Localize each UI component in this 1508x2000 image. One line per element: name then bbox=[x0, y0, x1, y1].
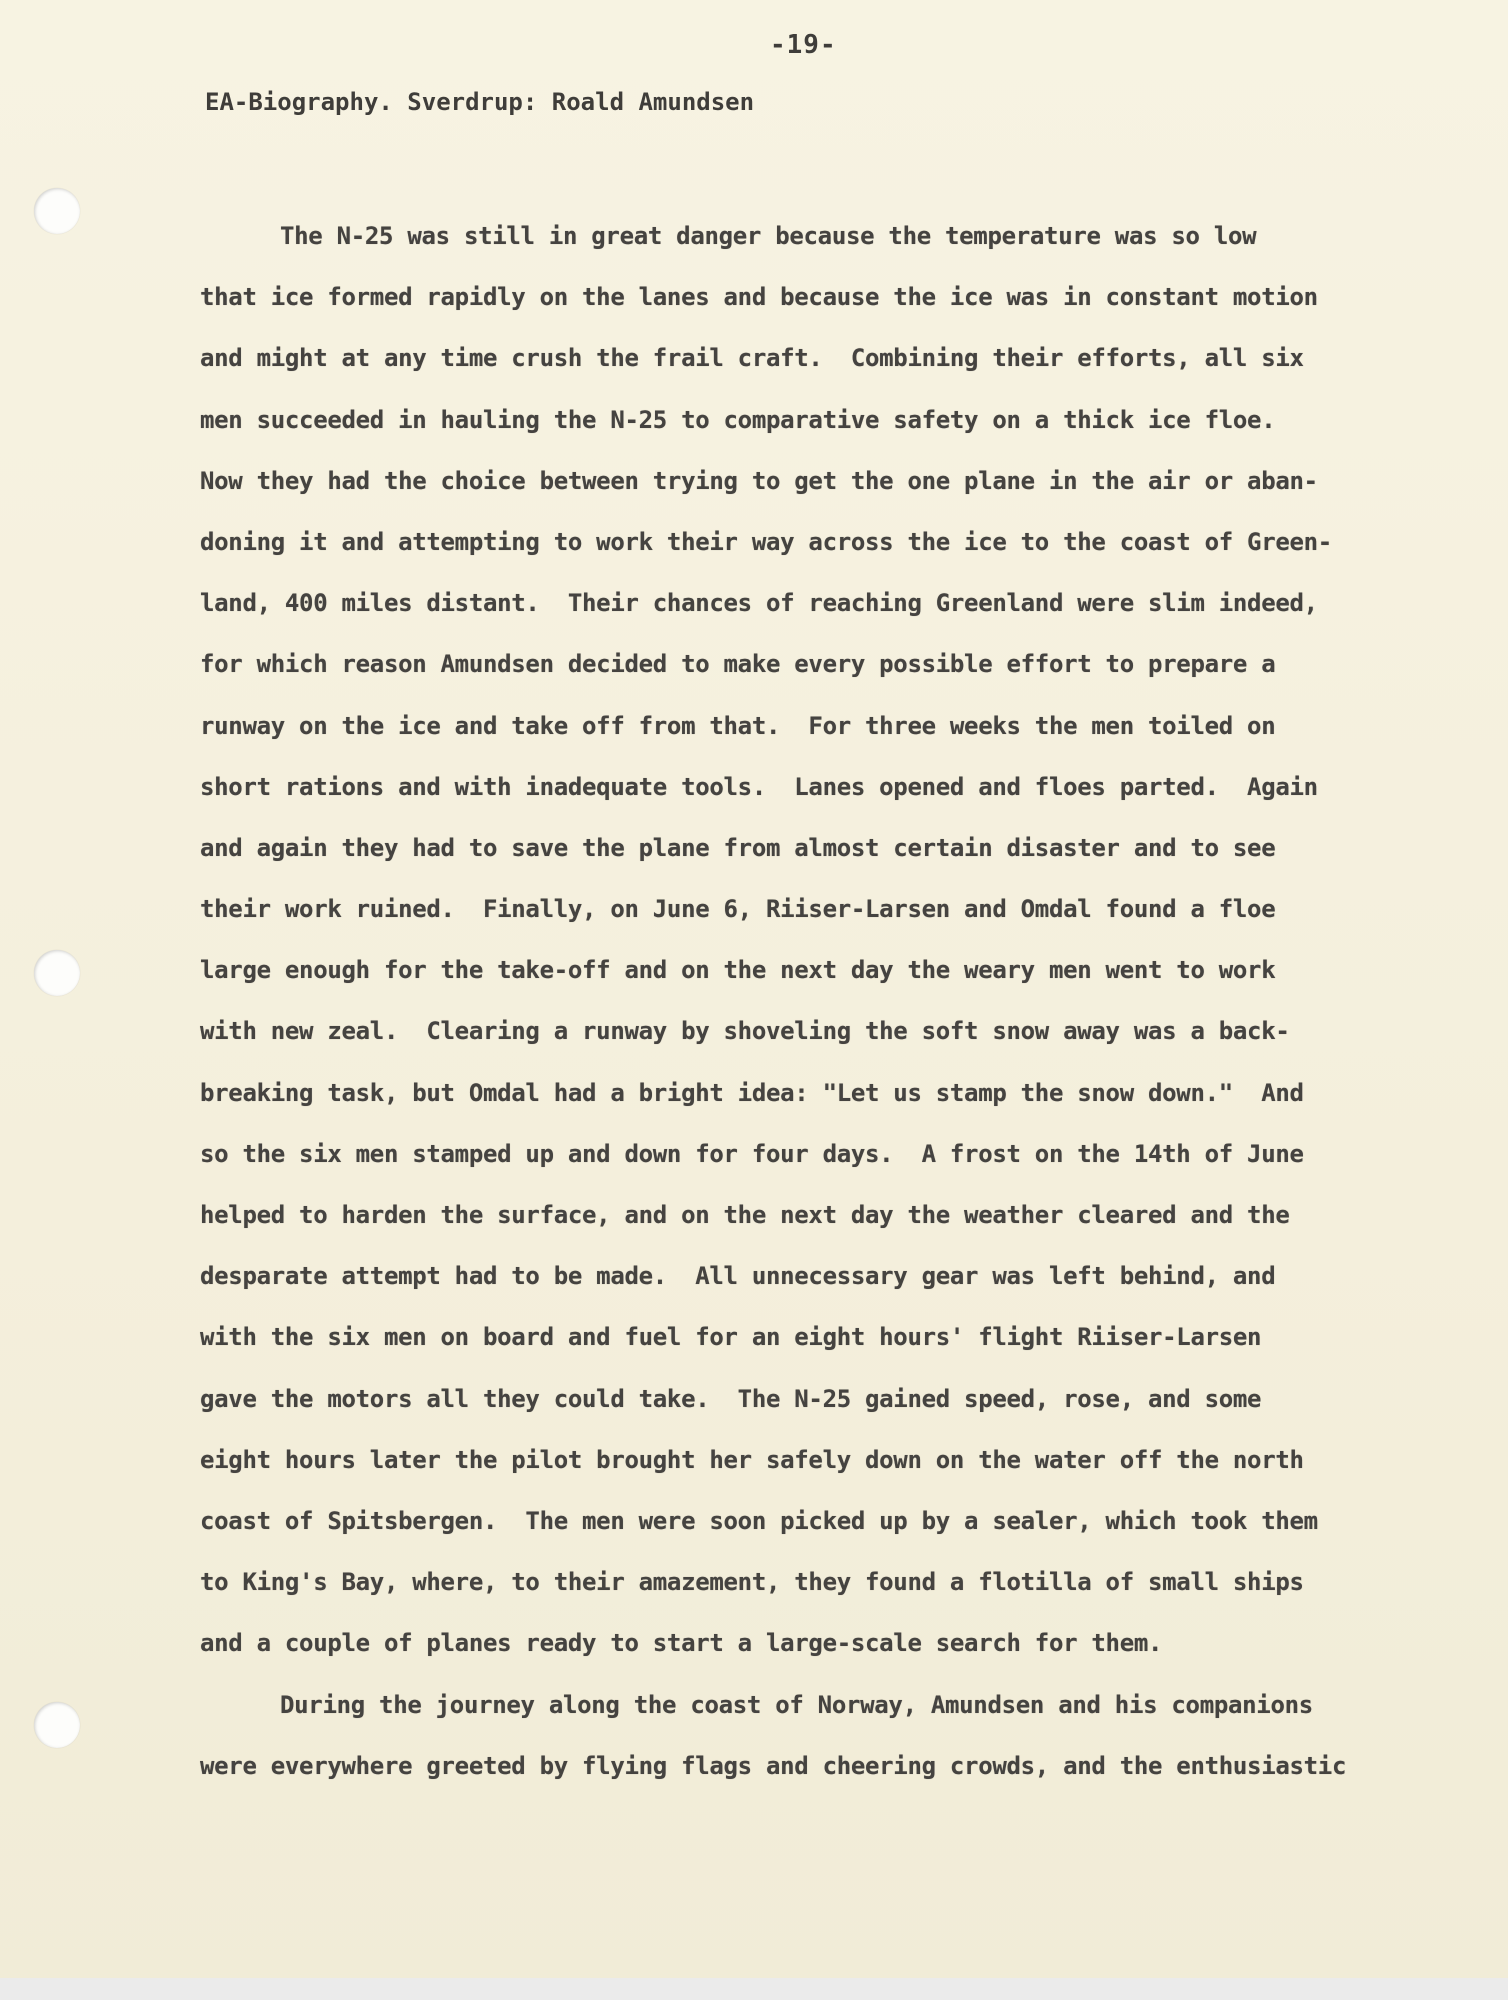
text-line: large enough for the take-off and on the next day the weary men went to work bbox=[200, 956, 1276, 985]
text-line: and might at any time crush the frail craft. Combining their efforts, all six bbox=[200, 344, 1304, 373]
text-line: and a couple of planes ready to start a large-scale search for them. bbox=[200, 1629, 1163, 1658]
page-number: -19- bbox=[770, 30, 837, 60]
text-line: with new zeal. Clearing a runway by shoveling the soft snow away was a back- bbox=[200, 1017, 1290, 1046]
text-line: men succeeded in hauling the N-25 to comparative safety on a thick ice floe. bbox=[200, 405, 1276, 434]
text-line: were everywhere greeted by flying flags and cheering crowds, and the enthusiastic bbox=[200, 1751, 1347, 1780]
text-line: for which reason Amundsen decided to make every possible effort to prepare a bbox=[200, 650, 1276, 679]
scan-border bbox=[0, 1978, 1508, 2000]
punch-hole bbox=[34, 188, 80, 234]
text-line: and again they had to save the plane from almost certain disaster and to see bbox=[200, 833, 1276, 862]
text-line: with the six men on board and fuel for an eight hours' flight Riiser-Larsen bbox=[200, 1323, 1262, 1352]
text-line: runway on the ice and take off from that. For three weeks the men toiled on bbox=[200, 711, 1276, 740]
text-line: to King's Bay, where, to their amazement, they found a flotilla of small ships bbox=[200, 1568, 1304, 1597]
text-line: During the journey along the coast of Norway, Amundsen and his companions bbox=[280, 1690, 1313, 1719]
text-line: The N-25 was still in great danger because the temperature was so low bbox=[280, 222, 1257, 250]
text-line: coast of Spitsbergen. The men were soon picked up by a sealer, which took them bbox=[200, 1506, 1318, 1535]
text-line: breaking task, but Omdal had a bright idea: "Let us stamp the snow down." And bbox=[200, 1078, 1304, 1107]
text-line: that ice formed rapidly on the lanes and because the ice was in constant motion bbox=[200, 283, 1318, 312]
text-line: short rations and with inadequate tools. Lanes opened and floes parted. Again bbox=[200, 772, 1318, 801]
text-line: doning it and attempting to work their way across the ice to the coast of Green- bbox=[200, 527, 1332, 556]
text-line: Now they had the choice between trying to get the one plane in the air or aban- bbox=[200, 466, 1318, 495]
text-line: helped to harden the surface, and on the next day the weather cleared and the bbox=[200, 1201, 1290, 1229]
text-line: gave the motors all they could take. The N-25 gained speed, rose, and some bbox=[200, 1384, 1262, 1413]
text-line: eight hours later the pilot brought her safely down on the water off the north bbox=[200, 1445, 1304, 1474]
text-line: land, 400 miles distant. Their chances of reaching Greenland were slim indeed, bbox=[200, 589, 1318, 618]
document-header: EA-Biography. Sverdrup: Roald Amundsen bbox=[205, 88, 755, 116]
text-line: so the six men stamped up and down for four days. A frost on the 14th of June bbox=[200, 1139, 1304, 1168]
punch-hole bbox=[34, 1702, 80, 1748]
text-line: their work ruined. Finally, on June 6, Riiser-Larsen and Omdal found a floe bbox=[200, 895, 1276, 924]
body-text bbox=[200, 206, 1420, 1797]
text-line: desparate attempt had to be made. All unnecessary gear was left behind, and bbox=[200, 1262, 1276, 1291]
punch-hole bbox=[34, 950, 80, 996]
